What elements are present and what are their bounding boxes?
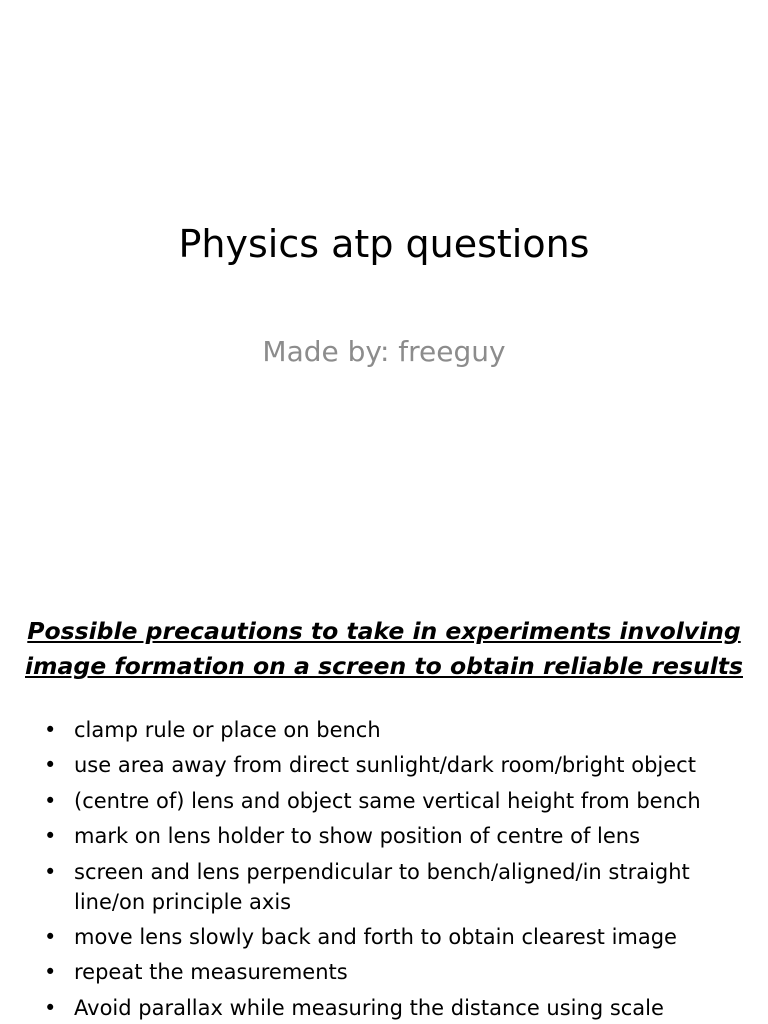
heading-line-2: image formation on a screen to obtain reliable results	[25, 652, 743, 680]
list-item: • clamp rule or place on bench	[44, 715, 734, 745]
precautions-list	[44, 715, 734, 1024]
slide-title: Physics atp questions	[178, 222, 590, 266]
list-item: • use area away from direct sunlight/dark room/bright object	[44, 750, 734, 780]
list-item: • Avoid parallax while measuring the distance using scale	[44, 993, 734, 1023]
list-item: • (centre of) lens and object same vertical height from bench	[44, 786, 734, 816]
heading-line-1: Possible precautions to take in experiments involving	[27, 617, 741, 645]
list-item: • mark on lens holder to show position of centre of lens	[44, 821, 734, 851]
list-item: • repeat the measurements	[44, 957, 734, 987]
slide-subtitle: Made by: freeguy	[262, 335, 506, 368]
list-item: • move lens slowly back and forth to obtain clearest image	[44, 922, 734, 952]
list-item: • screen and lens perpendicular to bench/aligned/in straight line/on principle axis	[44, 857, 734, 917]
section-heading	[20, 614, 748, 684]
